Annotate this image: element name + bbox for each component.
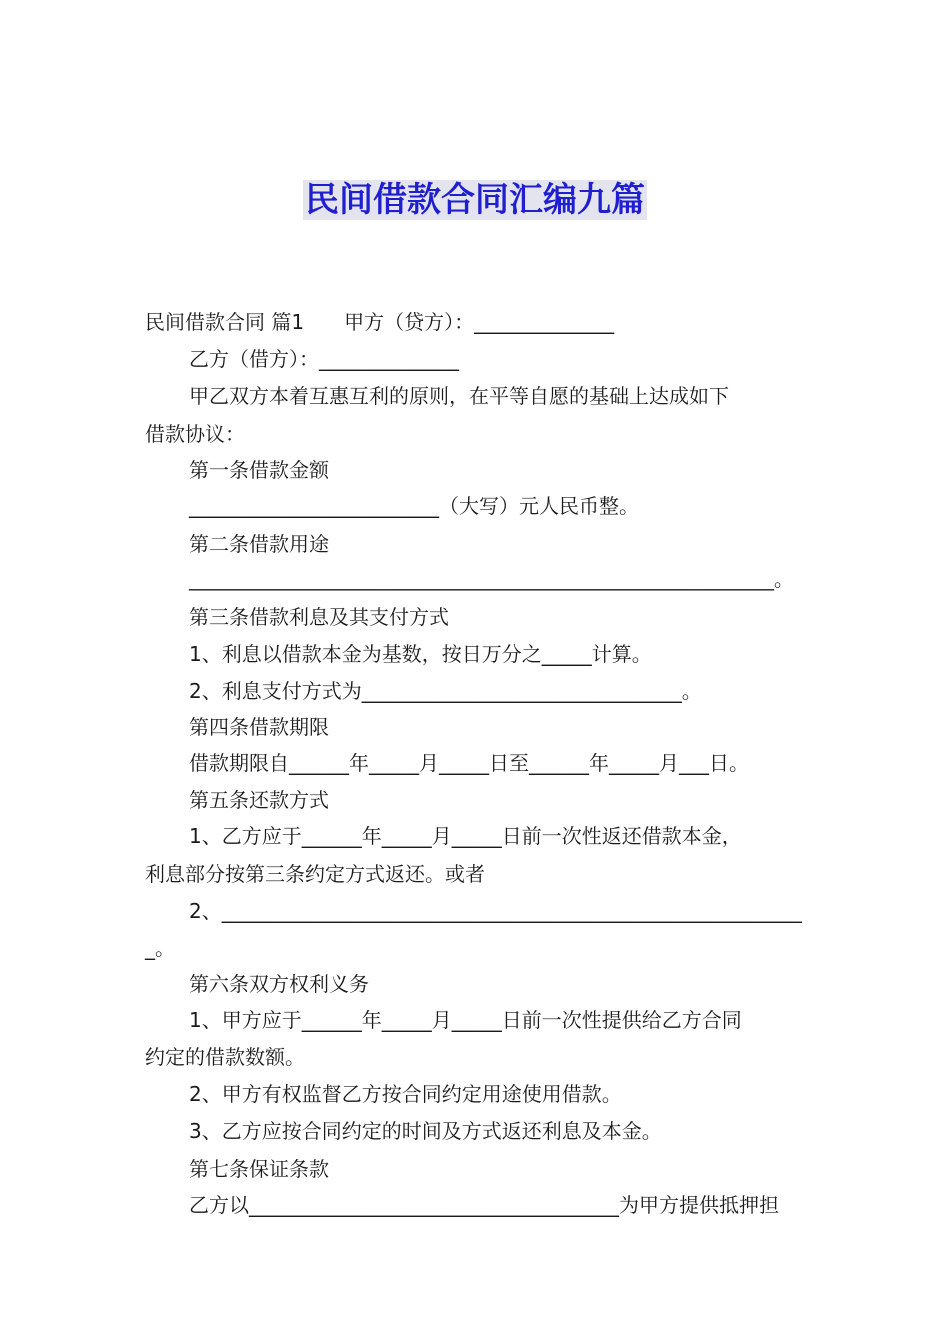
paragraph-line: 3、乙方应按合同约定的时间及方式返还利息及本金。 [189,1119,662,1143]
paragraph-line: 约定的借款数额。 [145,1045,305,1069]
paragraph-line: 借款期限自______年_____月_____日至______年_____月___日。 [189,751,749,775]
paragraph-line: 1、乙方应于______年_____月_____日前一次性返还借款本金， [189,824,742,848]
section-heading: 第五条还款方式 [189,788,329,812]
section-heading: 第二条借款用途 [189,532,329,556]
section-heading: 第七条保证条款 [189,1157,329,1181]
paragraph-line: 甲乙双方本着互惠互利的原则，在平等自愿的基础上达成如下 [189,384,729,408]
section-heading: 第六条双方权利义务 [189,972,369,996]
paragraph-line: 借款协议： [145,422,245,446]
document-title-text: 民间借款合同汇编九篇 [305,180,645,220]
paragraph-line: 利息部分按第三条约定方式返还。或者 [145,862,485,886]
paragraph-line: ____________________________________________________________。 [189,568,794,591]
paragraph-line: _________________________（大写）元人民币整。 [189,494,639,518]
section-heading: 第四条借款期限 [189,715,329,739]
paragraph-line: 乙方以_____________________________________为甲方提供抵押担 [189,1193,779,1217]
section-heading: 第三条借款利息及其支付方式 [189,605,449,629]
paragraph-line: 1、甲方应于______年_____月_____日前一次性提供给乙方合同 [189,1008,742,1032]
paragraph-line: 民间借款合同 篇1 甲方（贷方）：______________ [145,310,615,334]
paragraph-line: _。 [145,936,175,960]
paragraph-line: 2、利息支付方式为________________________________。 [189,679,702,703]
paragraph-line: 2、甲方有权监督乙方按合同约定用途使用借款。 [189,1082,622,1106]
paragraph-line: 1、利息以借款本金为基数，按日万分之_____计算。 [189,642,652,666]
paragraph-line: 乙方（借方）：______________ [189,347,459,371]
document-title [0,176,950,224]
section-heading: 第一条借款金额 [189,458,329,482]
paragraph-line: 2、__________________________________________________________ [189,899,802,923]
